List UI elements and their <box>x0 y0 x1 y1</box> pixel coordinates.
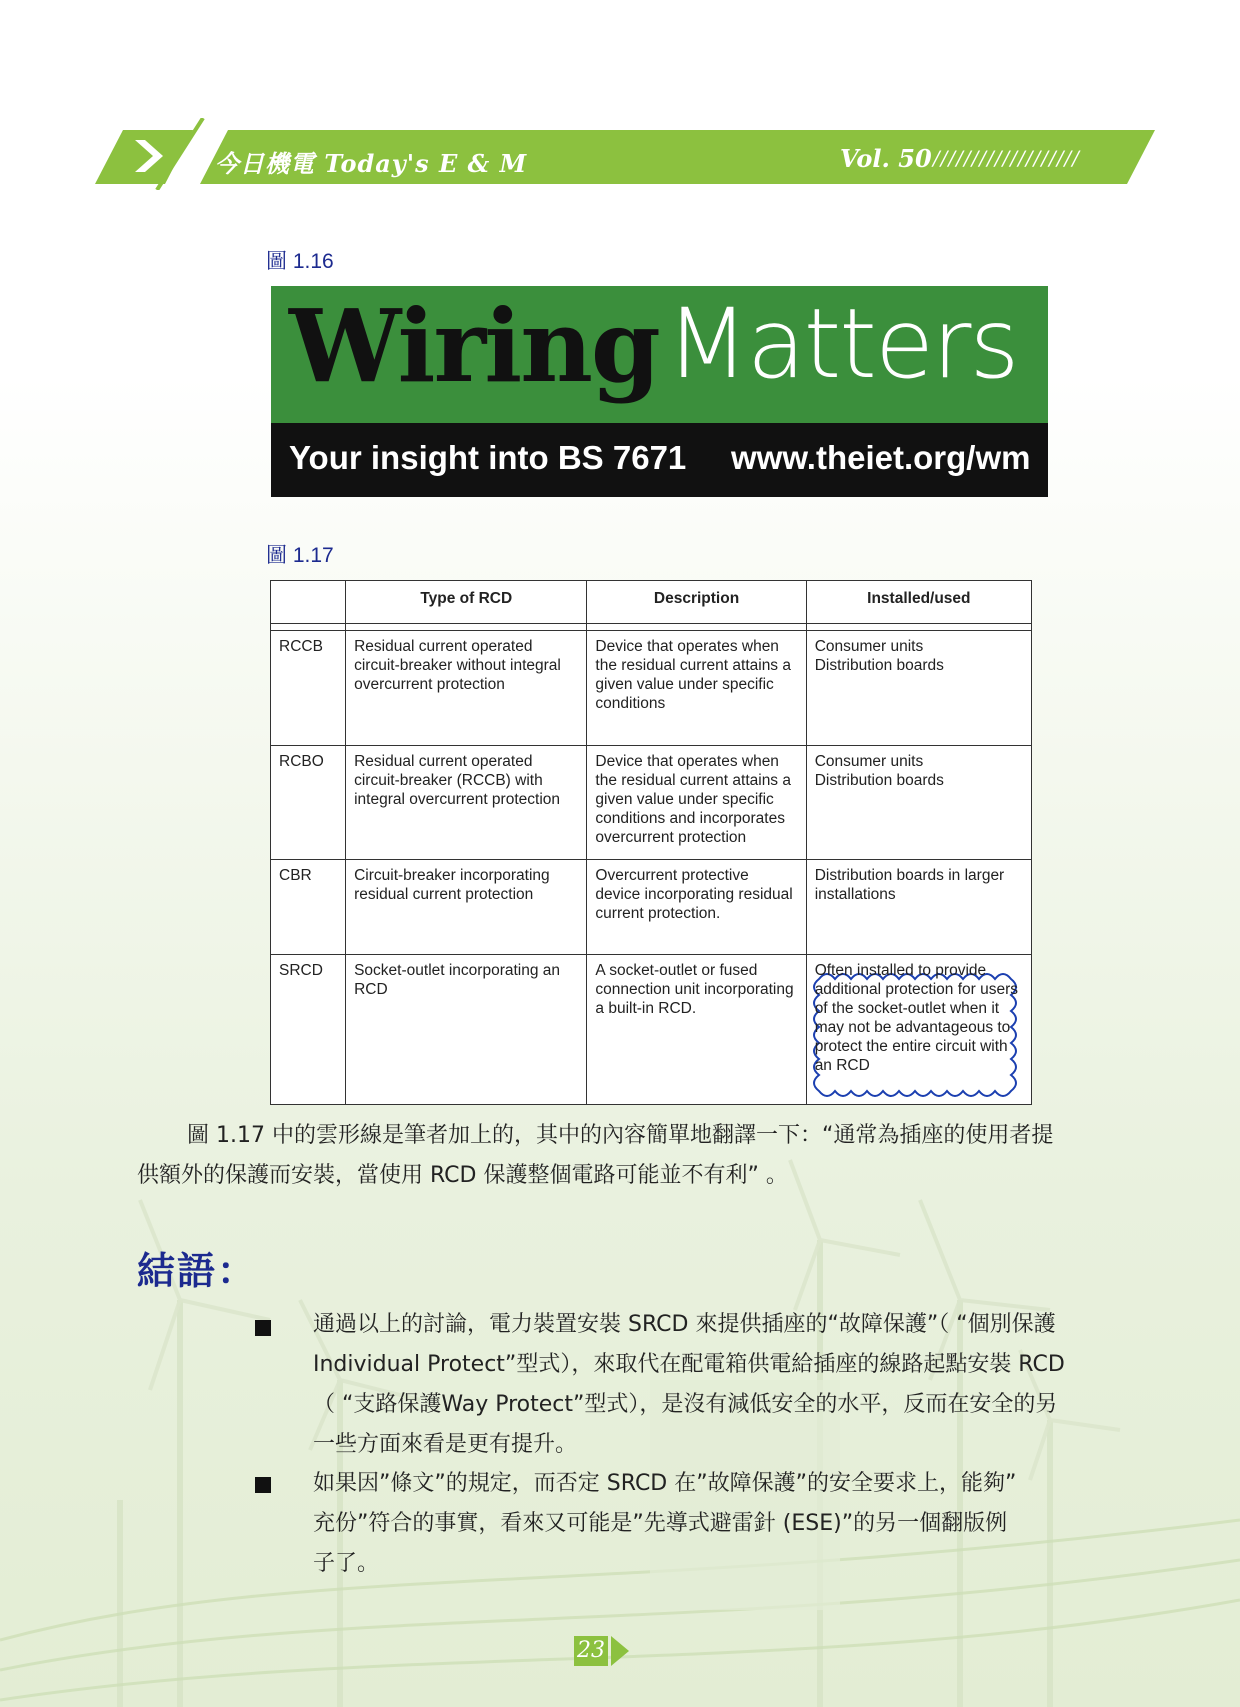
table-cell-installed: Consumer units Distribution boards <box>806 746 1031 860</box>
page-number: 23 <box>574 1636 608 1666</box>
table-cell-type: Residual current operated circuit-breaker without integral overcurrent protection <box>346 631 587 746</box>
table-cell-type: Circuit-breaker incorporating residual current protection <box>346 860 587 955</box>
wiring-matters-logo <box>271 286 1048 497</box>
bullet-square-icon <box>255 1320 271 1336</box>
table-spacer-row <box>271 624 1032 631</box>
table-row <box>271 631 1032 746</box>
table-header-cell: Description <box>587 581 806 624</box>
table-cell-description: Device that operates when the residual current attains a given value under specific conditions <box>587 631 806 746</box>
table-cell-code: CBR <box>271 860 346 955</box>
table-cell-code: RCCB <box>271 631 346 746</box>
bullet-2-line-1: 如果因”條文”的規定，而否定 SRCD 在”故障保護”的安全要求上，能夠” <box>313 1471 1017 1496</box>
volume-label: Vol. 50 <box>840 144 932 173</box>
bullet-2-line-2: 充份”符合的事實，看來又可能是”先導式避雷針 (ESE)”的另一個翻版例 <box>313 1511 1008 1536</box>
logo-word-matters: Matters <box>666 288 1018 400</box>
logo-black-band <box>271 423 1048 497</box>
bullet-1-line-4: 一些方面來看是更有提升。 <box>313 1432 578 1457</box>
logo-url: www.theiet.org/wm <box>731 439 1031 476</box>
rcd-types-table <box>270 580 1032 1105</box>
page-arrow-icon <box>611 1636 629 1666</box>
table-cell-installed: Often installed to provide additional protection for users of the socket-outlet when it may not be advantageous to protect the entire circuit with an RCD <box>814 962 1019 1074</box>
bullet-2-line-3: 子了。 <box>313 1551 380 1576</box>
table-cell-code: SRCD <box>271 955 346 1105</box>
bullet-1-line-2: Individual Protect”型式），來取代在配電箱供電給插座的線路起點安裝 RCD <box>313 1352 1065 1377</box>
table-cell-description: Overcurrent protective device incorporating residual current protection. <box>587 860 806 955</box>
logo-word-wiring: Wiring <box>289 287 659 405</box>
table-cell-installed-clouded <box>806 955 1031 1105</box>
paragraph-line-1: 圖 1.17 中的雲形線是筆者加上的，其中的內容簡單地翻譯一下：“通常為插座的使用者提 <box>187 1123 1054 1148</box>
header-slashes: /////////////////// <box>933 146 1081 170</box>
logo-tagline: Your insight into BS 7671 <box>289 439 687 476</box>
magazine-title: 今日機電 Today's E & M <box>215 149 528 178</box>
table-cell-description: Device that operates when the residual current attains a given value under specific conditions and incorporates overcurrent protection <box>587 746 806 860</box>
section-title: 結語： <box>137 1248 258 1293</box>
table-header-cell: Installed/used <box>806 581 1031 624</box>
table-cell-type: Socket-outlet incorporating an RCD <box>346 955 587 1105</box>
table-cell-type: Residual current operated circuit-breaker (RCCB) with integral overcurrent protection <box>346 746 587 860</box>
paragraph-line-2: 供額外的保護而安裝，當使用 RCD 保護整個電路可能並不有利” 。 <box>137 1163 788 1188</box>
table-header-row <box>271 581 1032 624</box>
header-banner <box>95 118 1155 186</box>
bullet-square-icon <box>255 1477 271 1493</box>
table-cell-description: A socket-outlet or fused connection unit incorporating a built-in RCD. <box>587 955 806 1105</box>
table-row <box>271 746 1032 860</box>
table-cell-code: RCBO <box>271 746 346 860</box>
bullet-1-line-3: （ “支路保護Way Protect”型式），是沒有減低安全的水平，反而在安全的另 <box>313 1392 1058 1417</box>
logo-green-band <box>271 286 1048 423</box>
bullet-1-line-1: 通過以上的討論，電力裝置安裝 SRCD 來提供插座的“故障保護”（ “個別保護 <box>313 1312 1056 1337</box>
figure-1-16-label: 圖 1.16 <box>266 250 334 273</box>
table-row <box>271 955 1032 1105</box>
table-row <box>271 860 1032 955</box>
table-header-cell <box>271 581 346 624</box>
table-header-cell: Type of RCD <box>346 581 587 624</box>
figure-1-17-label: 圖 1.17 <box>266 544 334 567</box>
table-cell-installed: Consumer units Distribution boards <box>806 631 1031 746</box>
table-cell-installed: Distribution boards in larger installations <box>806 860 1031 955</box>
